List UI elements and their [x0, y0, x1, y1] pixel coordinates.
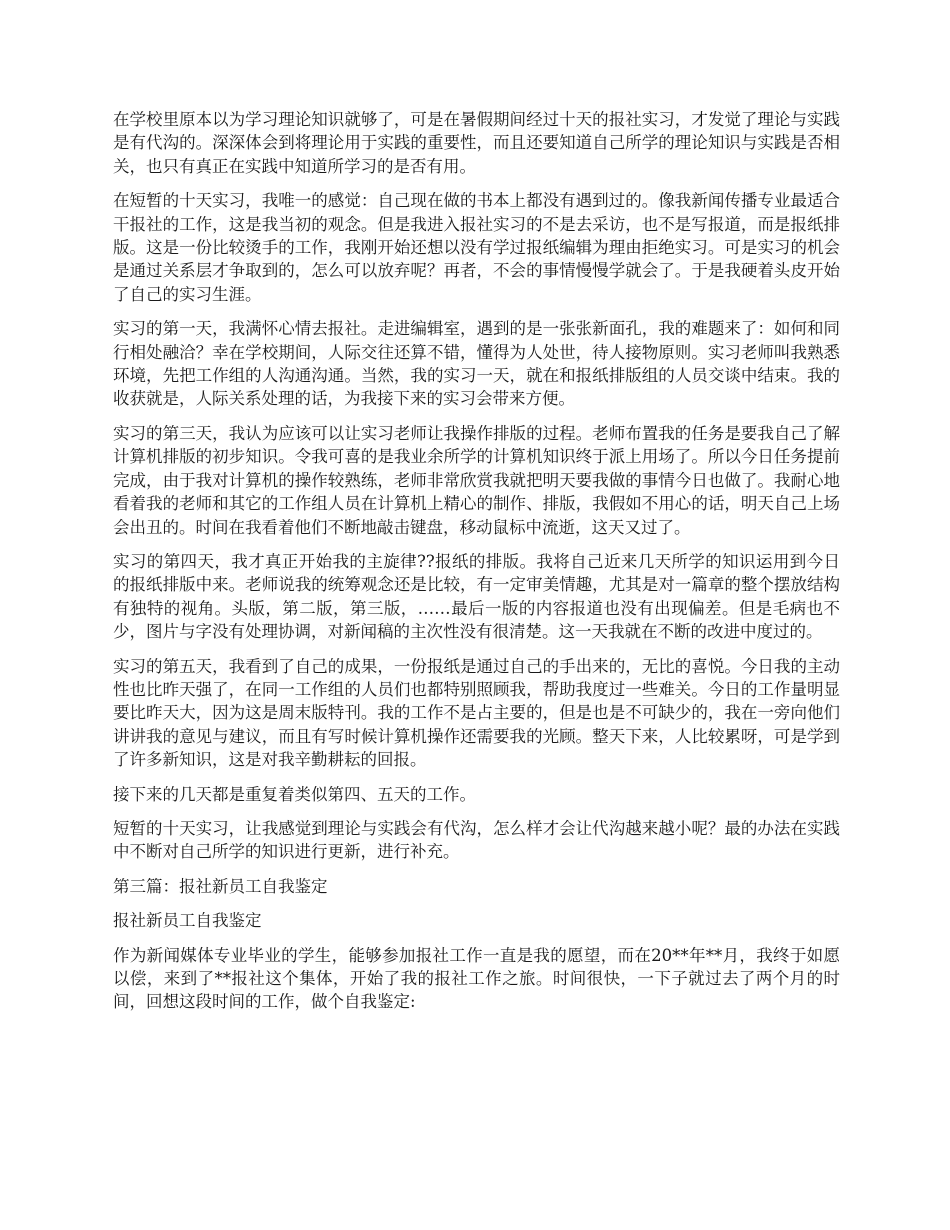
paragraph-self-evaluation: 作为新闻媒体专业毕业的学生，能够参加报社工作一直是我的愿望，而在20**年**月，我终于如愿以偿，来到了**报社这个集体，开始了我的报社工作之旅。时间很快，一下子就过去了两个月的时间，回想这段时间的工作，做个自我鉴定: [113, 945, 840, 1012]
paragraph-day-five: 实习的第五天，我看到了自己的成果，一份报纸是通过自己的手出来的，无比的喜悦。今日我的主动性也比昨天强了，在同一工作组的人员们也都特别照顾我，帮助我度过一些难关。今日的工作量明显要比昨天大，因为这是周末版特刊。我的工作不是占主要的，但是也是不可缺少的，我在一旁向他们讲讲我的意见与建议，而且有写时候计算机操作还需要我的光顾。整天下来，人比较累呀，可是学到了许多新知识，这是对我辛勤耕耘的回报。 [113, 656, 840, 770]
paragraph-day-one: 实习的第一天，我满怀心情去报社。走进编辑室，遇到的是一张张新面孔，我的难题来了：如何和同行相处融洽？幸在学校期间，人际交往还算不错，懂得为人处世，待人接物原则。实习老师叫我熟悉环境，先把工作组的人沟通沟通。当然，我的实习一天，就在和报纸排版组的人员交谈中结束。我的收获就是，人际关系处理的话，为我接下来的实习会带来方便。 [113, 319, 840, 409]
paragraph-ten-days: 在短暂的十天实习，我唯一的感觉：自己现在做的书本上都没有遇到过的。像我新闻传播专业最适合干报社的工作，这是我当初的观念。但是我进入报社实习的不是去采访，也不是写报道，而是报纸排版。这是一份比较烫手的工作，我刚开始还想以没有学过报纸编辑为理由拒绝实习。可是实习的机会是通过关系层才争取到的，怎么可以放弃呢？再者，不会的事情慢慢学就会了。于是我硬着头皮开始了自己的实习生涯。 [113, 191, 840, 304]
paragraph-day-four: 实习的第四天，我才真正开始我的主旋律??报纸的排版。我将自己近来几天所学的知识运用到今日的报纸排版中来。老师说我的统筹观念还是比较，有一定审美情趣，尤其是对一篇章的整个摆放结构有独特的视角。头版，第二版，第三版，……最后一版的内容报道也没有出现偏差。但是毛病也不少，图片与字没有处理协调，对新闻稿的主次性没有很清楚。这一天我就在不断的改进中度过的。 [113, 551, 840, 642]
paragraph-intro: 在学校里原本以为学习理论知识就够了，可是在暑假期间经过十天的报社实习，才发觉了理论与实践是有代沟的。深深体会到将理论用于实践的重要性，而且还要知道自己所学的理论知识与实践是否相关，也只有真正在实践中知道所学习的是否有用。 [113, 110, 840, 176]
paragraph-following-days: 接下来的几天都是重复着类似第四、五天的工作。 [113, 784, 476, 804]
paragraph-day-three: 实习的第三天，我认为应该可以让实习老师让我操作排版的过程。老师布置我的任务是要我自己了解计算机排版的初步知识。令我可喜的是我业余所学的计算机知识终于派上用场了。所以今日任务提前完成，由于我对计算机的操作较熟练，老师非常欣赏我就把明天要我做的事情今日也做了。我耐心地看着我的老师和其它的工作组人员在计算机上精心的制作、排版，我假如不用心的话，明天自己上场会出丑的。时间在我看着他们不断地敲击键盘，移动鼠标中流逝，这天又过了。 [113, 423, 840, 537]
document-body [113, 108, 840, 1025]
paragraph-conclusion: 短暂的十天实习，让我感觉到理论与实践会有代沟，怎么样才会让代沟越来越小呢？最的办法在实践中不断对自己所学的知识进行更新，进行补充。 [113, 818, 840, 862]
section-title: 报社新员工自我鉴定 [113, 911, 262, 931]
section-heading: 第三篇：报社新员工自我鉴定 [113, 876, 328, 896]
